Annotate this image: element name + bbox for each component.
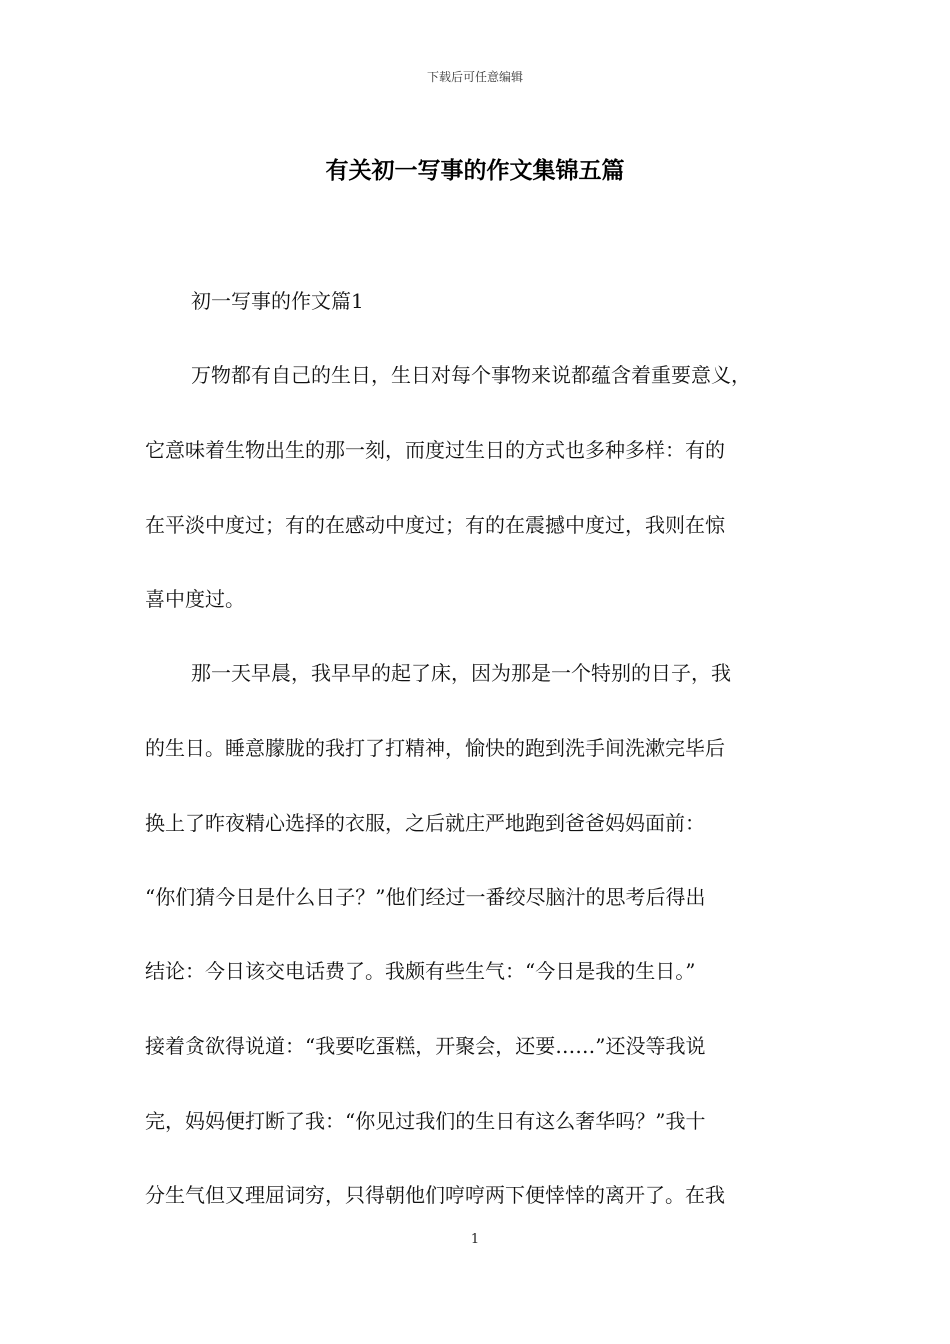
document-title: 有关初一写事的作文集锦五篇 xyxy=(325,157,625,184)
section-heading: 初一写事的作文篇1 xyxy=(191,289,364,313)
paragraph-line: “你们猜今日是什么日子？”他们经过一番绞尽脑汁的思考后得出 xyxy=(145,885,706,909)
paragraph-line: 喜中度过。 xyxy=(145,587,245,611)
paragraph-line: 在平淡中度过；有的在感动中度过；有的在震撼中度过，我则在惊 xyxy=(145,513,725,537)
paragraph-line: 结论：今日该交电话费了。我颇有些生气：“今日是我的生日。” xyxy=(145,959,696,983)
paragraph-line: 那一天早晨，我早早的起了床，因为那是一个特别的日子，我 xyxy=(191,661,731,685)
paragraph-line: 的生日。睡意朦胧的我打了打精神，愉快的跑到洗手间洗漱完毕后 xyxy=(145,736,725,760)
paragraph-line: 完，妈妈便打断了我：“你见过我们的生日有这么奢华吗？”我十 xyxy=(145,1109,706,1133)
paragraph-line: 接着贪欲得说道：“我要吃蛋糕，开聚会，还要……”还没等我说 xyxy=(145,1034,706,1058)
paragraph-line: 它意味着生物出生的那一刻，而度过生日的方式也多种多样：有的 xyxy=(145,438,725,462)
page-number: 1 xyxy=(470,1232,480,1247)
paragraph-line: 分生气但又理屈词穷，只得朝他们哼哼两下便悻悻的离开了。在我 xyxy=(145,1183,725,1207)
paragraph-line: 换上了昨夜精心选择的衣服，之后就庄严地跑到爸爸妈妈面前： xyxy=(145,811,705,835)
header-note: 下载后可任意编辑 xyxy=(426,70,523,84)
paragraph-line: 万物都有自己的生日，生日对每个事物来说都蕴含着重要意义， xyxy=(191,363,751,387)
